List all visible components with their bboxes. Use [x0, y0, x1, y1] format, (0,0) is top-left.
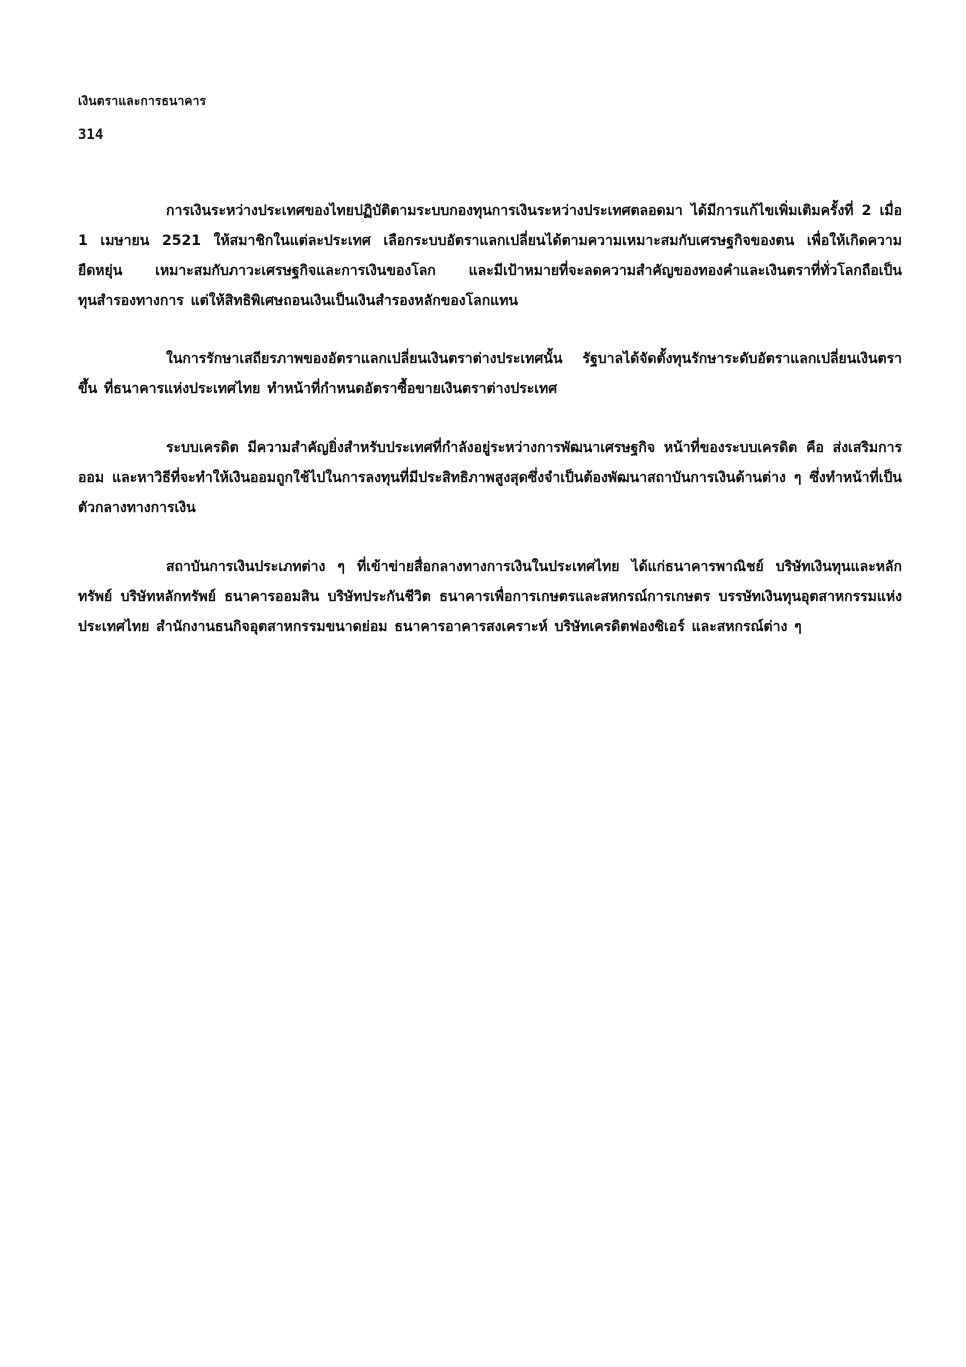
paragraph-international-finance: การเงินระหว่างประเทศของไทยปฏิบัติตามระบบกองทุนการเงินระหว่างประเทศตลอดมา ได้มีการแก้ไขเพิ่มเติมครั้งที่ 2 เมื่อ 1 เมษายน 2521 ให้สมาชิกในแต่ละประเทศ เลือกระบบอัตราแลกเปลี่ยนได้ตามความเหมาะสมกับเศรษฐกิจของตน เพื่อให้เกิดความยืดหยุ่น เหมาะสมกับภาวะเศรษฐกิจและการเงินของโลก และมีเป้าหมายที่จะลดความสำคัญของทองคำและเงินตราที่ทั่วโลกถือเป็นทุนสำรองทางการ แต่ให้สิทธิพิเศษถอนเงินเป็นเงินสำรองหลักของโลกแทน: [78, 203, 902, 309]
page-header: [78, 92, 898, 144]
running-title: เงินตราและการธนาคาร: [78, 94, 207, 108]
paragraph-credit-system: ระบบเครดิต มีความสำคัญยิ่งสำหรับประเทศที่กำลังอยู่ระหว่างการพัฒนาเศรษฐกิจ หน้าที่ของระบบเครดิต คือ ส่งเสริมการออม และหาวิธีที่จะทำให้เงินออมถูกใช้ไปในการลงทุนที่มีประสิทธิภาพสูงสุดซึ่งจำเป็นต้องพัฒนาสถาบันการเงินด้านต่าง ๆ ซึ่งทำหน้าที่เป็นตัวกลางทางการเงิน: [78, 440, 902, 516]
page-number: 314: [78, 127, 104, 143]
paragraph-exchange-rate-stabilization: ในการรักษาเสถียรภาพของอัตราแลกเปลี่ยนเงินตราต่างประเทศนั้น รัฐบาลได้จัดตั้งทุนรักษาระดับอัตราแลกเปลี่ยนเงินตราขึ้น ที่ธนาคารแห่งประเทศไทย ทำหน้าที่กำหนดอัตราซื้อขายเงินตราต่างประเทศ: [78, 351, 902, 397]
paragraph-financial-institutions: สถาบันการเงินประเภทต่าง ๆ ที่เข้าข่ายสื่อกลางทางการเงินในประเทศไทย ได้แก่ธนาคารพาณิชย์ บริษัทเงินทุนและหลักทรัพย์ บริษัทหลักทรัพย์ ธนาคารออมสิน บริษัทประกันชีวิต ธนาคารเพื่อการเกษตรและสหกรณ์การเกษตร บรรษัทเงินทุนอุตสาหกรรมแห่งประเทศไทย สำนักงานธนกิจอุตสาหกรรมขนาดย่อม ธนาคารอาคารสงเคราะห์ บริษัทเครดิตฟองซิเอร์ และสหกรณ์ต่าง ๆ: [78, 559, 902, 635]
body-text: [78, 196, 902, 671]
